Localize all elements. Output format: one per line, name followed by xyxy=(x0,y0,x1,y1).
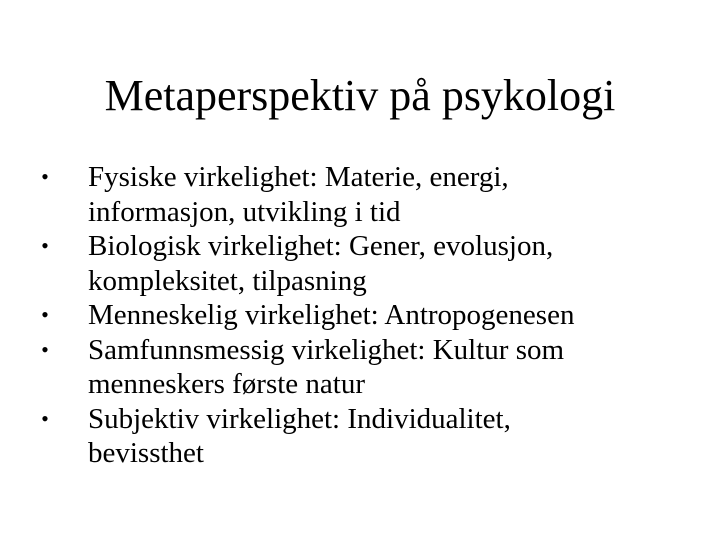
bullet-icon: • xyxy=(41,164,49,189)
bullet-icon: • xyxy=(41,233,49,258)
bullet-icon: • xyxy=(41,302,49,327)
bullet-text-line-1: Subjektiv virkelighet: Individualitet, xyxy=(88,402,511,435)
bullet-item xyxy=(36,402,696,471)
bullet-list xyxy=(36,160,696,471)
bullet-text-line-1: Fysiske virkelighet: Materie, energi, xyxy=(88,161,509,193)
bullet-item xyxy=(36,298,696,333)
bullet-text-line-1: Biologisk virkelighet: Gener, evolusjon, xyxy=(88,230,554,262)
bullet-text-line-1: Menneskelig virkelighet: Antropogenesen xyxy=(88,299,575,331)
bullet-item xyxy=(36,229,696,298)
bullet-text-line-2: informasjon, utvikling i tid xyxy=(88,195,401,228)
slide-title: Metaperspektiv på psykologi xyxy=(104,71,616,120)
bullet-text-line-2: bevissthet xyxy=(88,437,204,469)
bullet-item xyxy=(36,160,696,229)
bullet-text-line-2: menneskers første natur xyxy=(88,368,366,400)
bullet-icon: • xyxy=(41,405,49,431)
bullet-item xyxy=(36,333,696,402)
bullet-text-line-2: kompleksitet, tilpasning xyxy=(88,264,367,297)
bullet-text-line-1: Samfunnsmessig virkelighet: Kultur som xyxy=(88,333,565,366)
bullet-icon: • xyxy=(41,336,49,362)
